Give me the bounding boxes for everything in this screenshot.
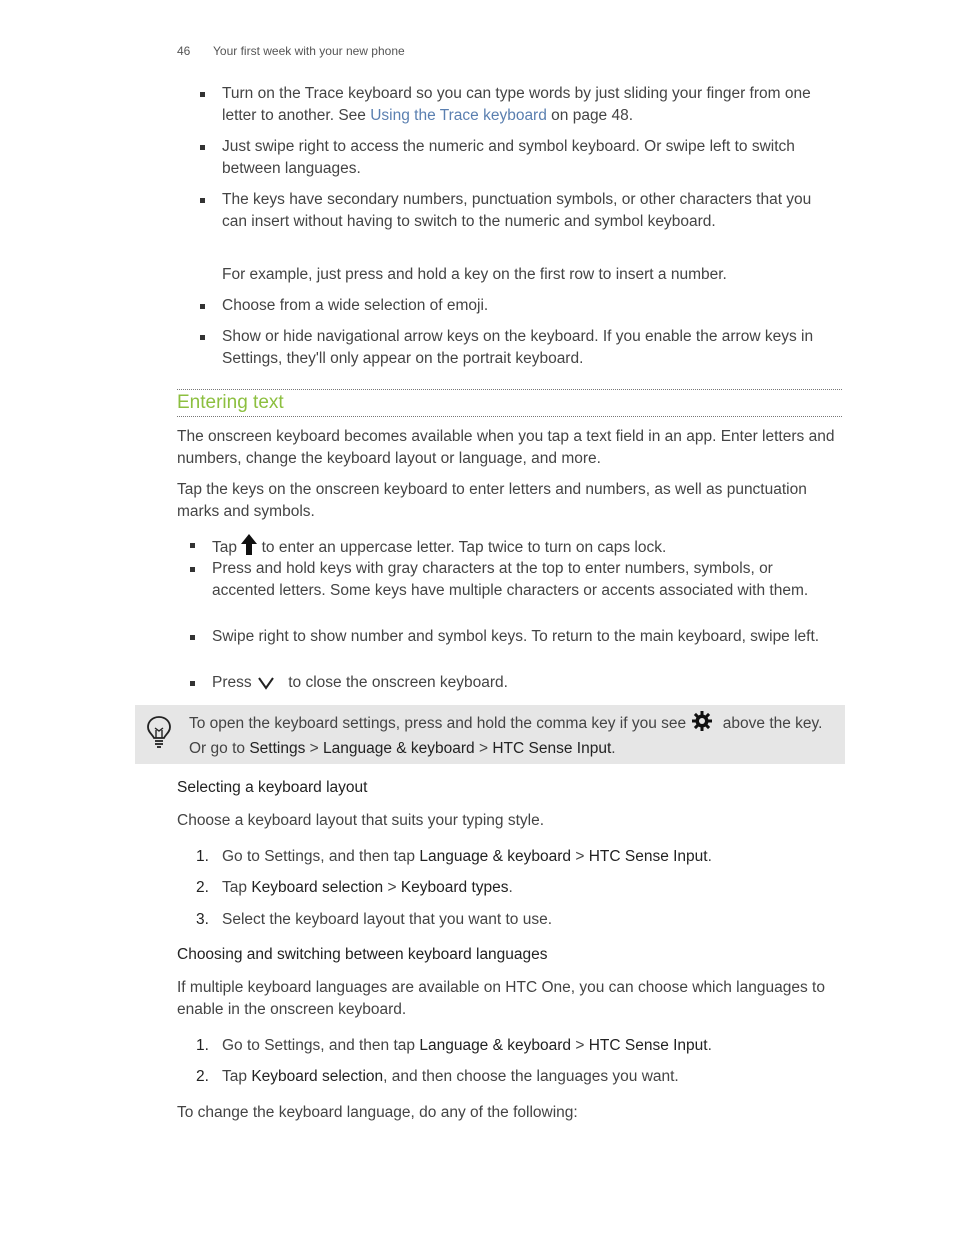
list-item-continuation: For example, just press and hold a key on the first row to insert a number.	[222, 266, 727, 283]
paragraph: If multiple keyboard languages are available on HTC One, you can choose which languages to enable in the onscreen keyboard.	[177, 979, 825, 1018]
list-item: The keys have secondary numbers, punctuation symbols, or other characters that you can insert without having to switch to the numeric and symbol keyboard.	[200, 189, 840, 233]
list-item: Press to close the onscreen keyboard.	[190, 672, 840, 697]
divider	[177, 389, 842, 390]
numbered-step: 3. Select the keyboard layout that you want to use.	[196, 911, 553, 928]
numbered-step: 2. Tap Keyboard selection > Keyboard types.	[196, 879, 513, 896]
bullet-marker	[200, 145, 205, 150]
bullet-marker	[200, 335, 205, 340]
paragraph: Tap the keys on the onscreen keyboard to enter letters and numbers, as well as punctuation marks and symbols.	[177, 481, 807, 520]
numbered-step: 1. Go to Settings, and then tap Language & keyboard > HTC Sense Input.	[196, 1037, 712, 1054]
chapter-title: Your first week with your new phone	[213, 44, 405, 58]
subsection-title: Selecting a keyboard layout	[177, 779, 368, 796]
divider	[177, 416, 842, 417]
numbered-step: 1. Go to Settings, and then tap Language & keyboard > HTC Sense Input.	[196, 848, 712, 865]
bullet-marker	[190, 543, 195, 548]
list-item: Choose from a wide selection of emoji.	[200, 295, 840, 317]
bullet-marker	[190, 567, 195, 572]
chevron-down-icon	[258, 675, 274, 697]
paragraph: The onscreen keyboard becomes available when you tap a text field in an app. Enter letters and numbers, change the keyboard layout or language, and more.	[177, 428, 835, 467]
gear-icon	[692, 711, 712, 738]
list-item: Turn on the Trace keyboard so you can type words by just sliding your finger from one letter to another. See Using the Trace keyboard on page 48.	[200, 83, 840, 127]
bullet-marker	[200, 198, 205, 203]
list-item: Press and hold keys with gray characters at the top to enter numbers, symbols, or accented letters. Some keys have multiple characters or accents associated with them.	[190, 558, 840, 602]
section-title: Entering text	[177, 392, 284, 413]
list-item: Swipe right to show number and symbol keys. To return to the main keyboard, swipe left.	[190, 626, 840, 648]
paragraph: Choose a keyboard layout that suits your typing style.	[177, 812, 545, 829]
page-number: 46	[177, 44, 191, 58]
bullet-marker	[200, 304, 205, 309]
trace-keyboard-link[interactable]: Using the Trace keyboard	[370, 107, 547, 124]
subsection-title: Choosing and switching between keyboard languages	[177, 946, 548, 963]
bullet-marker	[200, 92, 205, 97]
bullet-marker	[190, 681, 195, 686]
list-item: Show or hide navigational arrow keys on the keyboard. If you enable the arrow keys in Settings, they'll only appear on the portrait keyboard.	[200, 326, 840, 370]
paragraph: To change the keyboard language, do any of the following:	[177, 1104, 578, 1121]
numbered-step: 2. Tap Keyboard selection, and then choose the languages you want.	[196, 1068, 679, 1085]
tip-text: To open the keyboard settings, press and hold the comma key if you see above the key. Or go to Settings > Language & keyboard > HTC Sense Input.	[189, 711, 834, 760]
bullet-marker	[190, 635, 195, 640]
page-header	[177, 44, 405, 58]
list-item: Tap to enter an uppercase letter. Tap twice to turn on caps lock.	[190, 534, 840, 562]
lightbulb-icon	[146, 715, 172, 754]
list-item: Just swipe right to access the numeric and symbol keyboard. Or swipe left to switch between languages.	[200, 136, 840, 180]
